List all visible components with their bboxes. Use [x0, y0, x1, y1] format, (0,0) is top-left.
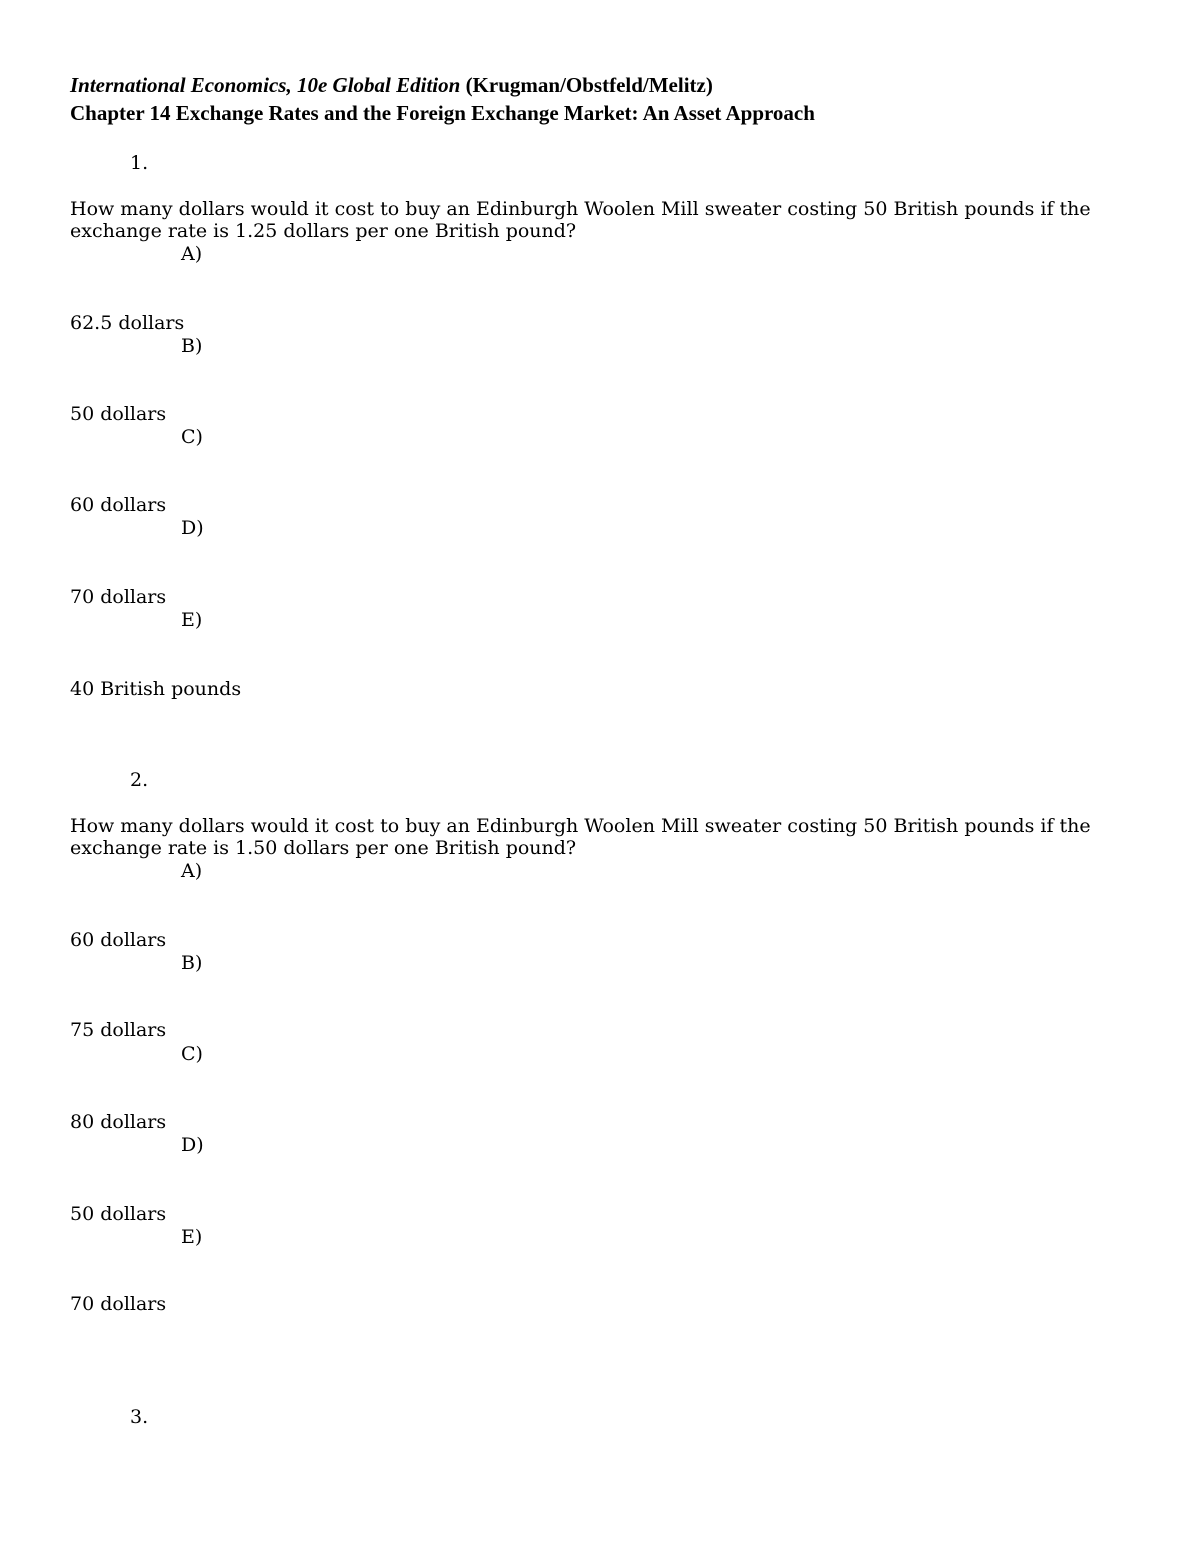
question-1-option-c-text: 60 dollars — [70, 494, 167, 516]
question-2-option-d-letter: D) — [181, 1134, 204, 1156]
book-title: International Economics, 10e Global Edition — [70, 73, 461, 97]
question-2-stem — [70, 815, 1150, 859]
question-2-option-e-letter: E) — [181, 1226, 203, 1248]
question-1-option-d-text: 70 dollars — [70, 586, 167, 608]
authors: (Krugman/Obstfeld/Melitz) — [460, 73, 713, 97]
question-1-option-a-letter: A) — [181, 243, 203, 265]
document-header — [70, 71, 815, 127]
question-2-option-d-text: 50 dollars — [70, 1203, 167, 1225]
title-line — [70, 71, 815, 99]
question-2-option-b-text: 75 dollars — [70, 1019, 167, 1041]
question-2-option-a-letter: A) — [181, 860, 203, 882]
chapter-title: Chapter 14 Exchange Rates and the Foreign Exchange Market: An Asset Approach — [70, 101, 815, 125]
question-2-option-b-letter: B) — [181, 952, 203, 974]
question-1-option-b-letter: B) — [181, 335, 203, 357]
question-2-option-e-text: 70 dollars — [70, 1293, 167, 1315]
question-1-stem-line-2: exchange rate is 1.25 dollars per one British pound? — [70, 220, 577, 242]
question-1-option-a-text: 62.5 dollars — [70, 312, 185, 334]
question-2-stem-line-1: How many dollars would it cost to buy an Edinburgh Woolen Mill sweater costing 50 British pounds if the — [70, 815, 1091, 837]
question-1-option-e-text: 40 British pounds — [70, 678, 242, 700]
question-1-stem-line-1: How many dollars would it cost to buy an Edinburgh Woolen Mill sweater costing 50 British pounds if the — [70, 198, 1091, 220]
question-2-number: 2. — [130, 769, 149, 791]
question-2-option-a-text: 60 dollars — [70, 929, 167, 951]
question-1-option-e-letter: E) — [181, 609, 203, 631]
question-2-stem-line-2: exchange rate is 1.50 dollars per one British pound? — [70, 837, 577, 859]
question-2-option-c-text: 80 dollars — [70, 1111, 167, 1133]
question-1-option-d-letter: D) — [181, 517, 204, 539]
question-3-number: 3. — [130, 1406, 149, 1428]
question-1-option-c-letter: C) — [181, 426, 203, 448]
question-1-number: 1. — [130, 152, 149, 174]
question-2-option-c-letter: C) — [181, 1043, 203, 1065]
question-1-stem — [70, 198, 1150, 242]
question-1-option-b-text: 50 dollars — [70, 403, 167, 425]
